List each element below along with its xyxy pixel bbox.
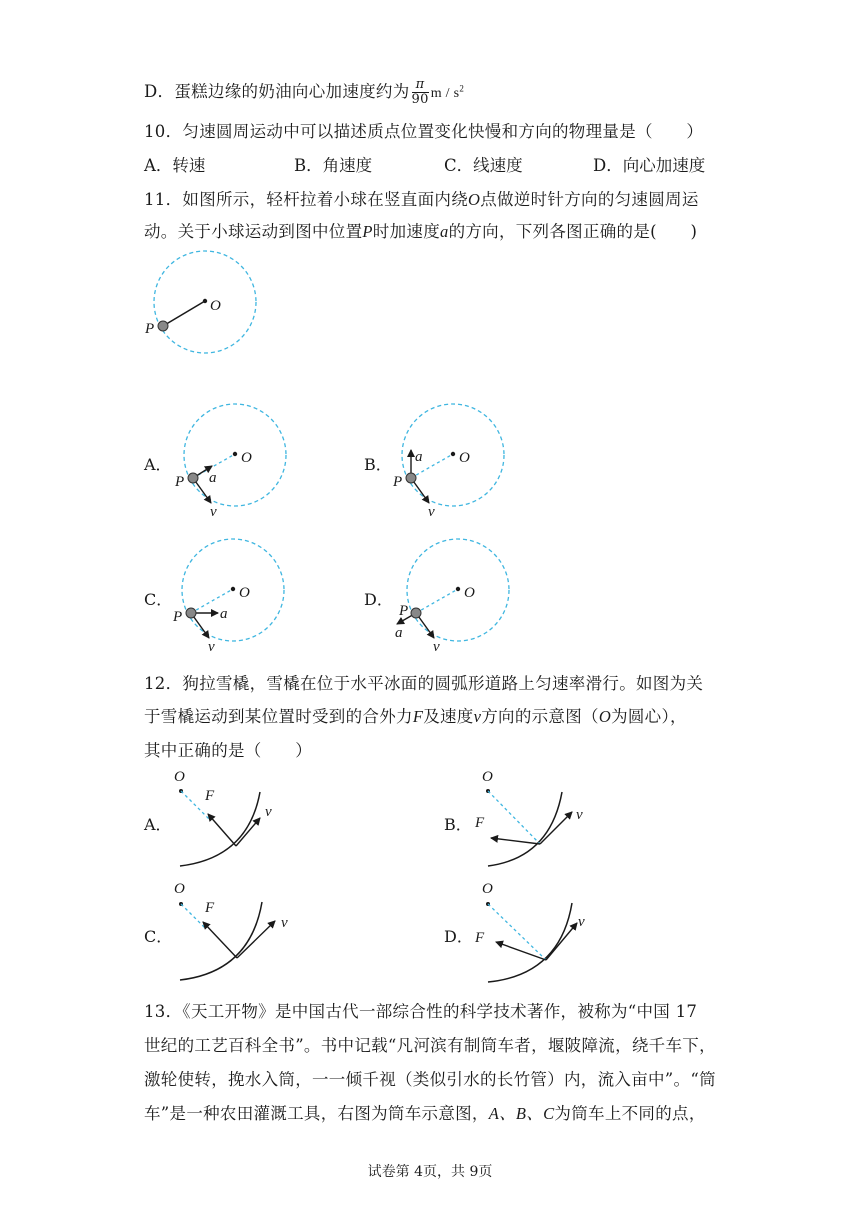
q11-option-d-label: D．	[364, 590, 393, 609]
q11-a-label-p: P	[175, 474, 185, 490]
q12-b-label-o: O	[482, 769, 493, 785]
q11-l2-a: 动。关于小球运动到图中位置	[144, 222, 363, 241]
q10-option-d: D．向心加速度	[593, 156, 706, 175]
q12-d-label-o: O	[482, 881, 493, 897]
q13-l4-a: 车”是一种农田灌溉工具，右图为筒车示意图，	[144, 1104, 489, 1123]
q11-sym-o: O	[468, 190, 481, 209]
q11-d-label-o: O	[464, 585, 475, 601]
q12-a-force-arrow	[208, 814, 236, 846]
q11-main-label-p: P	[145, 321, 155, 337]
q11-b-label-o: O	[459, 450, 470, 466]
q12-stem-line3: 其中正确的是（ ）	[144, 741, 312, 760]
q11-c-label-a: a	[220, 606, 228, 622]
q13-l4-b: 为筒车上不同的点，	[554, 1104, 706, 1123]
q12-sym-f: F	[412, 707, 424, 726]
q12-a-label-v: v	[265, 804, 272, 820]
q11-sym-p: P	[362, 222, 373, 241]
q12-b-radius	[488, 791, 540, 844]
q11-b-label-a: a	[415, 449, 423, 465]
q12-b-arc	[488, 792, 562, 866]
q12-c-force-arrow	[203, 922, 237, 958]
q10-option-c: C．线速度	[444, 156, 523, 175]
q11-c-label-o: O	[239, 585, 250, 601]
q13-line4	[144, 1100, 706, 1124]
q12-option-c-figure	[174, 881, 288, 980]
q11-c-label-v: v	[208, 639, 215, 655]
q13-line2: 世纪的工艺百科全书”。书中记载“凡河滨有制筒车者，堰陂障流，绕千车下，	[144, 1036, 716, 1055]
q11-l2-b: 时加速度	[372, 222, 440, 241]
q11-a-label-v: v	[210, 504, 217, 520]
q10-stem: 10．匀速圆周运动中可以描述质点位置变化快慢和方向的物理量是（ ）	[144, 122, 704, 141]
q11-l1-b: 点做逆时针方向的匀速圆周运	[480, 190, 699, 209]
q12-b-velocity-arrow	[540, 812, 572, 844]
q12-l2-b: 及速度	[423, 707, 474, 726]
q12-option-d-label: D．	[444, 927, 473, 946]
q12-l2-a: 于雪橇运动到某位置时受到的合外力	[144, 707, 413, 726]
q11-option-a-label: A．	[144, 455, 172, 474]
q11-d-label-p: P	[399, 603, 409, 619]
page-footer: 试卷第 4页，共 9页	[367, 1164, 493, 1180]
q12-b-force-arrow	[491, 838, 540, 844]
q9-option-d-text: D．蛋糕边缘的奶油向心加速度约为	[144, 82, 410, 101]
q10-option-b: B．角速度	[294, 156, 373, 175]
q11-b-label-p: P	[393, 474, 403, 490]
q13-points: A、B、C	[488, 1104, 555, 1123]
q11-d-label-a: a	[395, 625, 403, 641]
q12-d-radius	[488, 904, 546, 960]
q12-l2-d: 为圆心），	[611, 707, 687, 726]
q12-option-b-figure	[474, 769, 583, 866]
q12-c-label-v: v	[281, 915, 288, 931]
q11-b-label-v: v	[428, 504, 435, 520]
q12-d-arc	[488, 903, 572, 982]
q12-a-velocity-arrow	[236, 818, 260, 846]
q9-unit-text: m / s	[430, 86, 460, 101]
q9-frac-den: 90	[411, 92, 429, 107]
q12-c-label-f: F	[205, 900, 215, 916]
q10-option-a: A．转速	[144, 156, 206, 175]
q11-l2-c: 的方向，下列各图正确的是( )	[448, 222, 698, 241]
q9-frac-num: π	[412, 78, 429, 93]
q12-d-label-f: F	[475, 930, 485, 946]
q11-l1-a: 11．如图所示，轻杆拉着小球在竖直面内绕	[144, 190, 468, 209]
q11-a-label-o: O	[241, 450, 252, 466]
q11-d-label-v: v	[433, 639, 440, 655]
q12-a-label-f: F	[205, 788, 215, 804]
q13-line3: 激轮使转，挽水入筒，一一倾千视（类似引水的长竹管）内，流入亩中”。“筒	[144, 1070, 716, 1089]
q12-stem-line1: 12．狗拉雪橇，雪橇在位于水平冰面的圆弧形道路上匀速率滑行。如图为关	[144, 674, 704, 693]
q12-option-a-label: A．	[144, 815, 172, 834]
q12-d-force-arrow	[496, 942, 546, 960]
q11-main-label-o: O	[210, 298, 221, 314]
q12-option-b-label: B．	[444, 815, 472, 834]
q12-option-d-figure	[474, 881, 585, 982]
q11-a-label-a: a	[209, 470, 217, 486]
q13-line1: 13．《天工开物》是中国古代一部综合性的科学技术著作，被称为“中国 17	[144, 1002, 698, 1021]
q12-option-c-label: C．	[144, 927, 173, 946]
q12-c-label-o: O	[174, 881, 185, 897]
q12-sym-v: v	[473, 707, 482, 726]
q11-c-label-p: P	[173, 609, 183, 625]
q12-d-velocity-arrow	[546, 923, 577, 960]
q12-c-radius	[181, 904, 205, 928]
q12-l2-c: 方向的示意图（	[481, 707, 599, 726]
q12-b-label-f: F	[475, 815, 485, 831]
q12-option-a-figure	[174, 769, 272, 866]
q11-sym-a: a	[440, 222, 449, 241]
q12-a-arc	[180, 792, 260, 866]
q11-option-b-label: B．	[364, 455, 392, 474]
q9-unit-exp: 2	[459, 83, 465, 94]
q12-d-label-v: v	[578, 914, 585, 930]
q12-a-label-o: O	[174, 769, 185, 785]
q11-option-c-label: C．	[144, 590, 173, 609]
q12-b-label-v: v	[576, 807, 583, 823]
q12-sym-o: O	[598, 707, 612, 726]
